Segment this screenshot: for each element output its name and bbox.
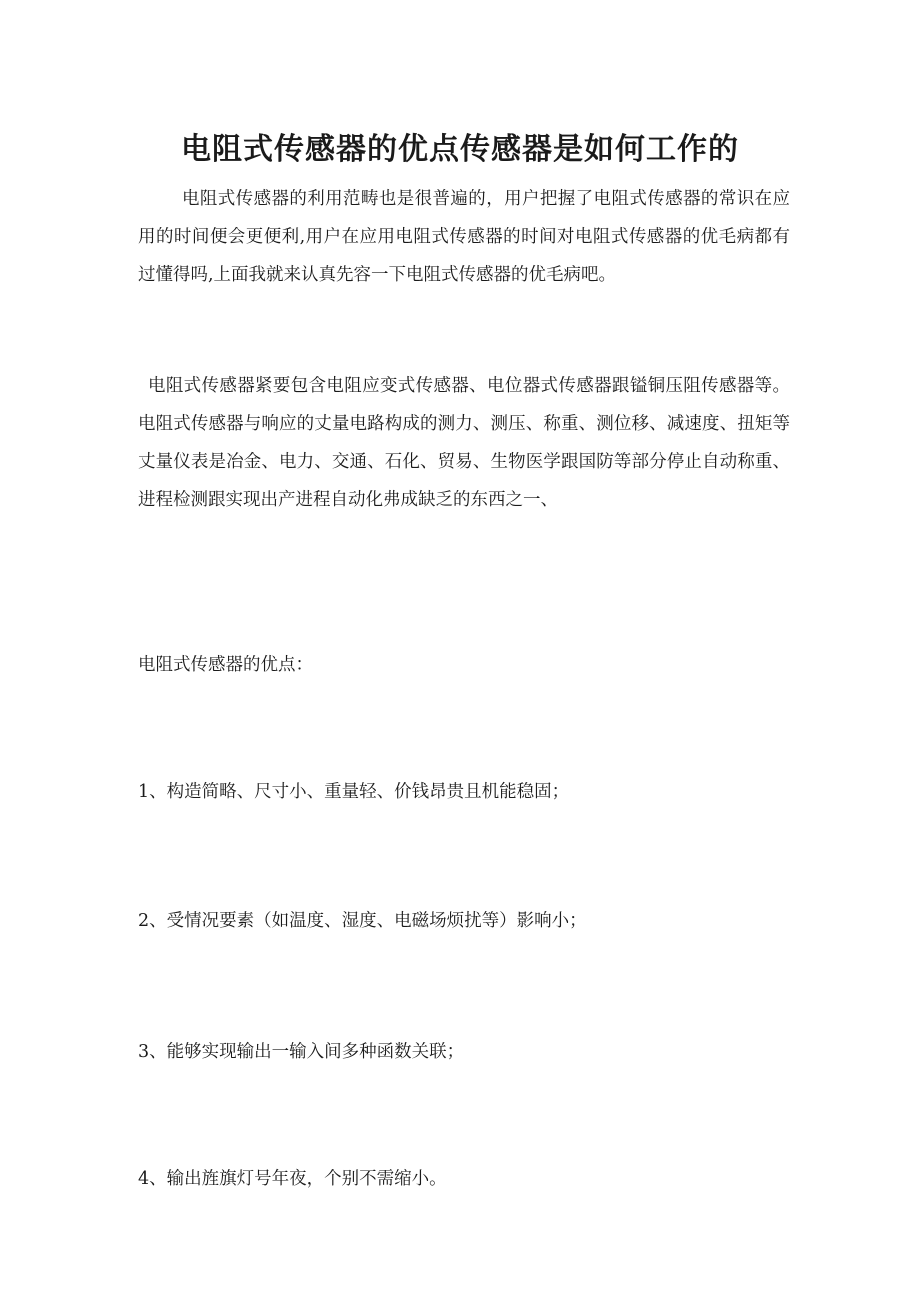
intro-paragraph: 电阻式传感器的利用范畴也是很普遍的，用户把握了电阻式传感器的常识在应用的时间便会更便利,用户在应用电阻式传感器的时间对电阻式传感器的优毛病都有过懂得吗,上面我就来认真先容一下电阻式传感器的优毛病吧。: [138, 189, 790, 285]
advantage-item: 2、受情况要素（如温度、湿度、电磁场烦扰等）影响小；: [138, 911, 587, 931]
advantage-item: 3、能够实现输出一输入间多种函数关联；: [138, 1042, 465, 1062]
description-paragraph: 电阻式传感器紧要包含电阻应变式传感器、电位器式传感器跟镒铜压阻传感器等。电阻式传感器与响应的丈量电路构成的测力、测压、称重、测位移、减速度、扭矩等丈量仪表是冶金、电力、交通、石化、贸易、生物医学跟国防等部分停止自动称重、进程检测跟实现出产进程自动化弗成缺乏的东西之一、: [138, 376, 790, 510]
advantage-item: 1、构造简略、尺寸小、重量轻、价钱昂贵且机能稳固；: [138, 782, 570, 802]
advantage-item: 4、输出旌旗灯号年夜，个别不需缩小。: [138, 1169, 447, 1189]
advantages-heading: 电阻式传感器的优点：: [138, 655, 313, 675]
document-title: 电阻式传感器的优点传感器是如何工作的: [181, 132, 739, 168]
